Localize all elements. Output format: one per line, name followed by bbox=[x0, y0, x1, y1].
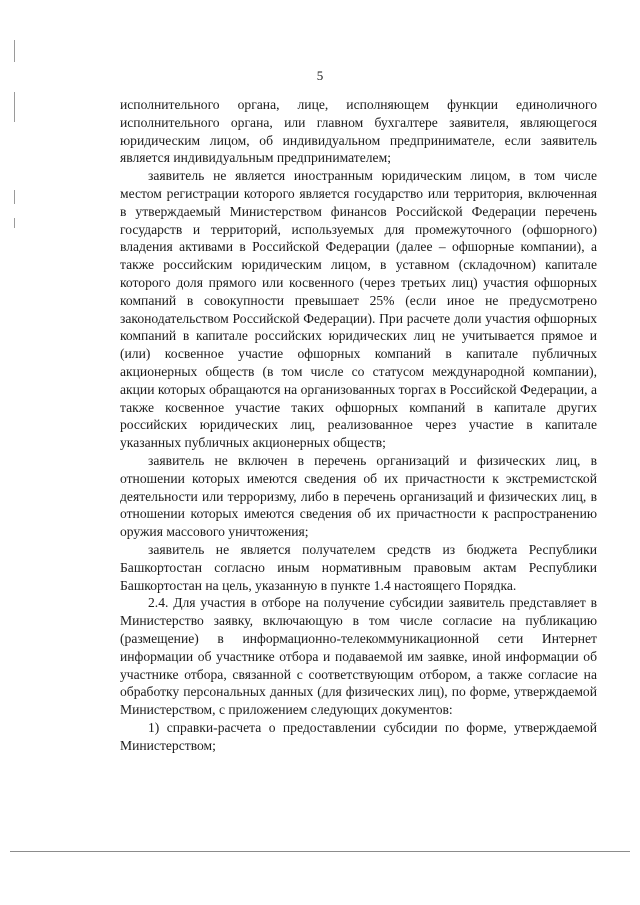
scan-bottom-rule bbox=[10, 851, 630, 852]
paragraph-continuation: исполнительного органа, лице, исполняющем функции единоличного исполнительного органа, или главном бухгалтере заявителя, являющегося юридическим лицом, об индивидуальном предпринимателе, если заявитель является индивидуальным предпринимателем; bbox=[120, 97, 597, 166]
paragraph-2-4-application: 2.4. Для участия в отборе на получение субсидии заявитель представляет в Министерство заявку, включающую в том числе согласие на публикацию (размещение) в информационно-телекоммуникационной сети Интернет информации об участнике отбора и подаваемой им заявке, иной информации об участнике отбора, связанной с соответствующим отбором, а также согласие на обработку персональных данных (для физических лиц), по форме, утверждаемой Министерством, с приложением следующих документов: bbox=[120, 595, 597, 718]
paragraph-offshore-condition: заявитель не является иностранным юридическим лицом, в том числе местом регистрации которого является государство или территория, включенная в утверждаемый Министерством финансов Российской Федерации перечень государств и территорий, используемых для промежуточного (офшорного) владения активами в Российской Федерации (далее – офшорные компании), а также российским юридическим лицом, в уставном (складочном) капитале которого доля прямого или косвенного (через третьих лиц) участия офшорных компаний в совокупности превышает 25% (если иное не предусмотрено законодательством Российской Федерации). При расчете доли участия офшорных компаний в капитале российских юридических лиц не учитывается прямое и (или) косвенное участие офшорных компаний в капитале публичных акционерных обществ (в том числе со статусом международной компании), акции которых обращаются на организованных торгах в Российской Федерации, а также косвенное участие таких офшорных компаний в капитале других российских юридических лиц, реализованное через участие в капитале указанных публичных акционерных обществ; bbox=[120, 168, 597, 451]
paragraph-extremism-list: заявитель не включен в перечень организаций и физических лиц, в отношении которых имеются сведения об их причастности к экстремистской деятельности или терроризму, либо в перечень организаций и физических лиц, в отношении которых имеются сведения об их причастности к распространению оружия массового уничтожения; bbox=[120, 452, 597, 540]
paragraph-budget-funds: заявитель не является получателем средств из бюджета Республики Башкортостан согласно иным нормативным правовым актам Республики Башкортостан на цель, указанную в пункте 1.4 настоящего Порядка. bbox=[120, 541, 597, 593]
paragraph-item-1: 1) справки-расчета о предоставлении субсидии по форме, утверждаемой Министерством; bbox=[120, 719, 597, 753]
page-number: 5 bbox=[316, 68, 324, 83]
document-body bbox=[120, 96, 597, 754]
scan-margin-marks bbox=[14, 40, 18, 340]
